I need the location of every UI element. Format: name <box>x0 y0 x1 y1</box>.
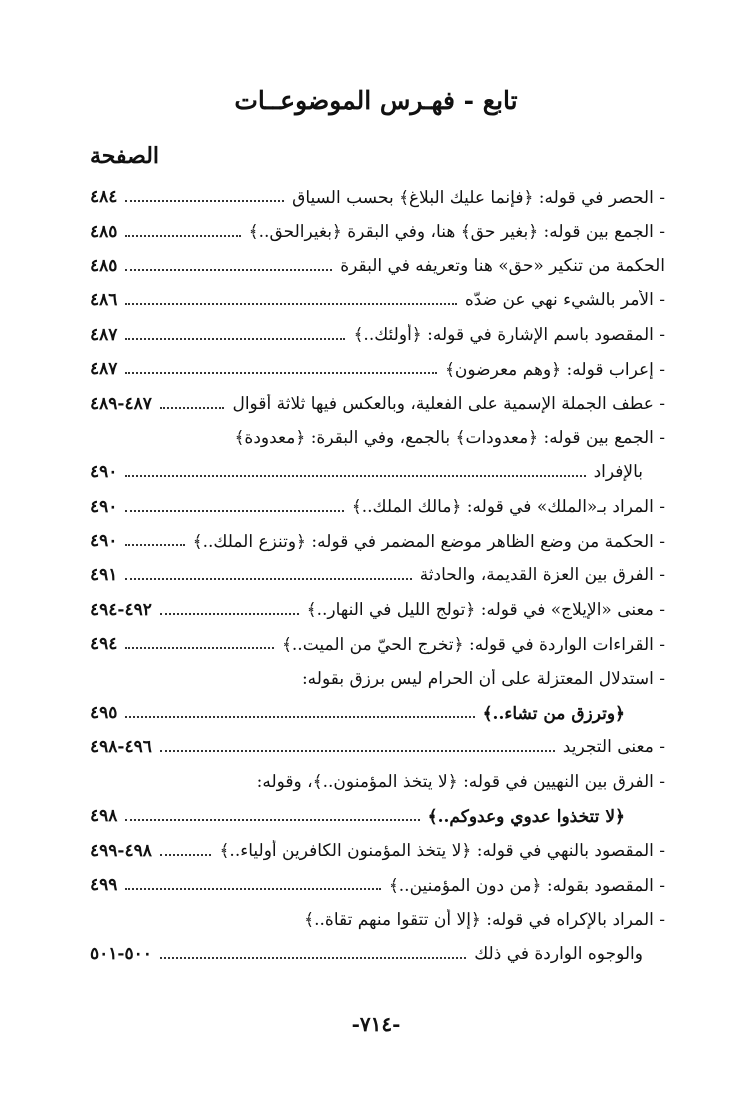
toc-entry-text: - الأمر بالشيء نهي عن ضدّه <box>464 290 665 311</box>
toc-entry-page: ٤٩١ <box>90 565 118 586</box>
dot-leader <box>125 303 456 305</box>
dot-leader <box>125 510 343 512</box>
toc-entry-text: ﴿وترزق من تشاء..﴾ <box>482 703 625 724</box>
dot-leader <box>160 613 299 615</box>
toc-entry-text: - الحكمة من وضع الظاهر موضع المضمر في قوله: ﴿وتنزع الملك..﴾ <box>192 531 665 552</box>
toc-entry-text: - إعراب قوله: ﴿وهم معرضون﴾ <box>444 359 665 380</box>
toc-entry-page: ٤٩٠ <box>90 531 118 552</box>
toc-entry-text: - الحصر في قوله: ﴿فإنما عليك البلاغ﴾ بحسب السياق <box>292 187 665 208</box>
dot-leader <box>125 578 411 580</box>
toc-entry <box>90 249 665 283</box>
toc-entry-text: - المراد بـ«الملك» في قوله: ﴿مالك الملك..﴾ <box>351 497 665 518</box>
dot-leader <box>160 407 225 409</box>
toc-entry-page: ٤٩٨-٤٩٩ <box>90 840 152 861</box>
toc-entry <box>90 661 665 695</box>
toc-entry-page: ٤٩٦-٤٩٨ <box>90 737 152 758</box>
toc-entry-text: - معنى «الإيلاج» في قوله: ﴿تولج الليل في النهار..﴾ <box>306 600 665 621</box>
page-number-footer: -٧١٤- <box>351 1012 401 1036</box>
toc-entry <box>90 386 665 420</box>
toc-entry-text: - الجمع بين قوله: ﴿بغير حق﴾ هنا، وفي البقرة ﴿بغيرالحق..﴾ <box>248 222 665 243</box>
page-title: تابع - فهـرس الموضوعــات <box>234 86 518 115</box>
toc-entry-text: والوجوه الواردة في ذلك <box>474 943 643 964</box>
dot-leader <box>125 888 380 890</box>
toc-entry <box>90 318 665 352</box>
toc-entry <box>90 868 665 902</box>
dot-leader <box>125 269 332 271</box>
toc-entry-page: ٤٨٧ <box>90 359 118 380</box>
toc-entry <box>90 765 665 799</box>
toc-entry <box>90 696 665 730</box>
toc-entry <box>90 937 665 971</box>
toc-entry <box>90 627 665 661</box>
toc-entry-text: - معنى التجريد <box>562 737 665 758</box>
toc-entry-page: ٤٨٧-٤٨٩ <box>90 393 152 414</box>
toc-entry <box>90 352 665 386</box>
toc-entry-text: - المقصود بالنهي في قوله: ﴿لا يتخذ المؤمنون الكافرين أولياء..﴾ <box>219 841 665 862</box>
toc-entry <box>90 490 665 524</box>
toc-entry-text: ﴿لا تتخذوا عدوي وعدوكم..﴾ <box>427 806 625 827</box>
toc-entry-page: ٤٩٤ <box>90 634 118 655</box>
dot-leader <box>125 338 345 340</box>
dot-leader <box>125 544 184 546</box>
toc-entry-page: ٤٩٠ <box>90 462 118 483</box>
toc-entry <box>90 799 665 833</box>
toc-entry-text: - الجمع بين قوله: ﴿معدودات﴾ بالجمع، وفي البقرة: ﴿معدودة﴾ <box>234 428 665 449</box>
dot-leader <box>160 957 466 959</box>
toc-entry <box>90 524 665 558</box>
toc-entry <box>90 455 665 489</box>
dot-leader <box>125 475 585 477</box>
toc-list <box>90 180 665 971</box>
dot-leader <box>125 647 274 649</box>
toc-entry-page: ٤٩٨ <box>90 806 118 827</box>
dot-leader <box>160 750 555 752</box>
toc-entry <box>90 283 665 317</box>
toc-entry <box>90 558 665 592</box>
toc-entry-text: بالإفراد <box>593 462 643 483</box>
dot-leader <box>125 819 419 821</box>
toc-entry-text: - استدلال المعتزلة على أن الحرام ليس برزق بقوله: <box>301 668 665 689</box>
toc-entry-page: ٤٨٤ <box>90 187 118 208</box>
toc-entry <box>90 593 665 627</box>
toc-entry-page: ٤٩٥ <box>90 703 118 724</box>
dot-leader <box>125 200 284 202</box>
toc-entry-page: ٤٨٦ <box>90 290 118 311</box>
toc-entry-page: ٤٨٧ <box>90 324 118 345</box>
toc-entry-page: ٤٨٥ <box>90 221 118 242</box>
toc-entry-text: - عطف الجملة الإسمية على الفعلية، وبالعكس فيها ثلاثة أقوال <box>232 393 665 414</box>
toc-entry <box>90 421 665 455</box>
toc-entry-page: ٤٨٥ <box>90 255 118 276</box>
dot-leader <box>125 235 240 237</box>
toc-entry <box>90 214 665 248</box>
dot-leader <box>160 854 212 856</box>
toc-entry-text: - الفرق بين النهيين في قوله: ﴿لا يتخذ المؤمنون..﴾، وقوله: <box>256 772 665 793</box>
toc-entry <box>90 833 665 867</box>
toc-entry-text: - المقصود بقوله: ﴿من دون المؤمنين..﴾ <box>388 875 665 896</box>
toc-entry-page: ٤٩٩ <box>90 875 118 895</box>
toc-entry-text: - المقصود باسم الإشارة في قوله: ﴿أولئك..﴾ <box>353 325 665 346</box>
dot-leader <box>125 716 474 718</box>
page-column-header: الصفحة <box>90 143 160 169</box>
toc-entry <box>90 180 665 214</box>
toc-entry-text: - القراءات الواردة في قوله: ﴿تخرج الحيّ من الميت..﴾ <box>281 634 665 655</box>
toc-entry-text: - الفرق بين العزة القديمة، والحادثة <box>419 565 665 586</box>
toc-entry-text: الحكمة من تنكير «حق» هنا وتعريفه في البقرة <box>340 255 665 276</box>
toc-entry-page: ٤٩٢-٤٩٤ <box>90 599 152 620</box>
toc-entry <box>90 730 665 764</box>
toc-entry-page: ٥٠٠-٥٠١ <box>90 943 152 964</box>
toc-entry-text: - المراد بالإكراه في قوله: ﴿إلا أن تتقوا منهم تقاة..﴾ <box>304 909 665 930</box>
dot-leader <box>125 372 437 374</box>
toc-entry-page: ٤٩٠ <box>90 496 118 517</box>
toc-entry <box>90 902 665 936</box>
